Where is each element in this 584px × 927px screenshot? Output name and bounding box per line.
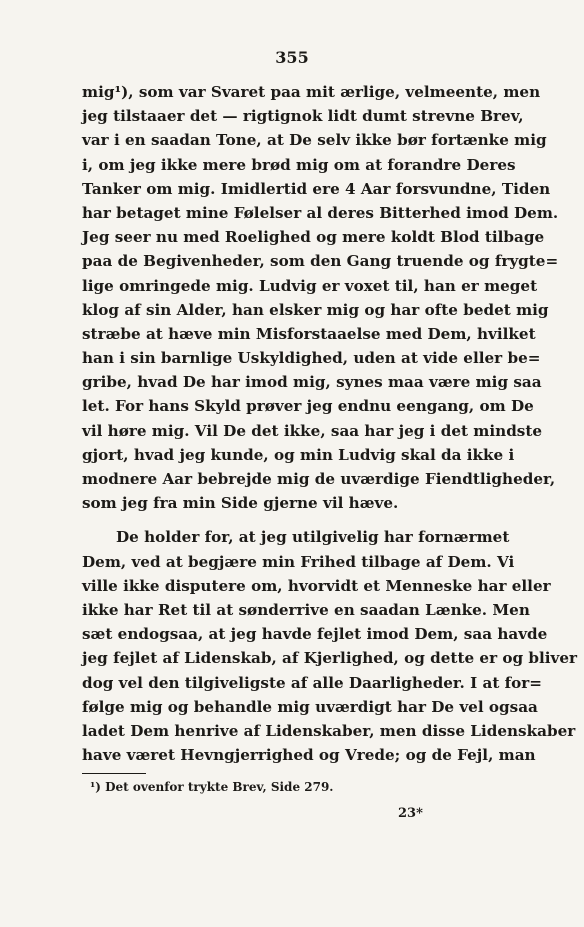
text-line: jeg fejlet af Lidenskab, af Kjerlighed, og dette er og bliver bbox=[82, 649, 578, 668]
text-line: har betaget mine Følelser al deres Bitterhed imod Dem. bbox=[82, 203, 559, 222]
text-line: dog vel den tilgiveligste af alle Daarligheder. I at for= bbox=[82, 673, 543, 692]
text-line: ikke har Ret til at sønderrive en saadan Lænke. Men bbox=[82, 600, 530, 619]
text-line: let. For hans Skyld prøver jeg endnu eengang, om De bbox=[82, 397, 534, 416]
text-line: gribe, hvad De har imod mig, synes maa være mig saa bbox=[82, 373, 542, 392]
paragraph-1 bbox=[82, 80, 559, 515]
paragraph-gap bbox=[82, 515, 506, 525]
text-line: ladet Dem henrive af Lidenskaber, men disse Lidenskaber bbox=[82, 721, 576, 740]
text-line: lige omringede mig. Ludvig er voxet til, han er meget bbox=[82, 276, 538, 295]
text-line: jeg tilstaaer det — rigtignok lidt dumt strevne Brev, bbox=[82, 107, 524, 126]
footnote-divider bbox=[82, 773, 146, 774]
text-line: De holder for, at jeg utilgivelig har fornærmet bbox=[116, 528, 510, 547]
text-line: Tanker om mig. Imidlertid ere 4 Aar forsvundne, Tiden bbox=[82, 179, 551, 198]
footnote: ¹) Det ovenfor trykte Brev, Side 279. bbox=[90, 780, 334, 794]
text-line: sæt endogsaa, at jeg havde fejlet imod Dem, saa havde bbox=[82, 625, 548, 644]
text-line: stræbe at hæve min Misforstaaelse med Dem, hvilket bbox=[82, 324, 536, 343]
text-line: gjort, hvad jeg kunde, og min Ludvig skal da ikke i bbox=[82, 445, 515, 464]
text-line: Jeg seer nu med Roelighed og mere koldt Blod tilbage bbox=[82, 228, 545, 247]
text-line: paa de Begivenheder, som den Gang truende og frygte= bbox=[82, 252, 559, 271]
text-line: vil høre mig. Vil De det ikke, saa har jeg i det mindste bbox=[82, 421, 543, 440]
text-line: i, om jeg ikke mere brød mig om at forandre Deres bbox=[82, 155, 516, 174]
text-line: klog af sin Alder, han elsker mig og har ofte bedet mig bbox=[82, 300, 549, 319]
text-line: Dem, ved at begjære min Frihed tilbage af Dem. Vi bbox=[82, 552, 515, 571]
text-line: mig¹), som var Svaret paa mit ærlige, velmeente, men bbox=[82, 83, 541, 101]
paragraph-2 bbox=[82, 525, 510, 549]
text-line: følge mig og behandle mig uværdigt har De vel ogsaa bbox=[82, 697, 538, 716]
text-line: ville ikke disputere om, hvorvidt et Menneske har eller bbox=[82, 576, 551, 595]
text-line: have været Hevngjerrighed og Vrede; og de Fejl, man bbox=[82, 746, 536, 765]
paragraph-2-continued bbox=[82, 550, 578, 768]
body-text bbox=[82, 80, 578, 767]
text-line: som jeg fra min Side gjerne vil hæve. bbox=[82, 494, 399, 513]
signature-mark: 23* bbox=[398, 806, 423, 821]
text-line: modnere Aar bebrejde mig de uværdige Fiendtligheder, bbox=[82, 470, 556, 488]
page-number: 355 bbox=[275, 48, 309, 67]
text-line: han i sin barnlige Uskyldighed, uden at vide eller be= bbox=[82, 349, 541, 368]
text-line: var i en saadan Tone, at De selv ikke bør fortænke mig bbox=[82, 131, 547, 150]
